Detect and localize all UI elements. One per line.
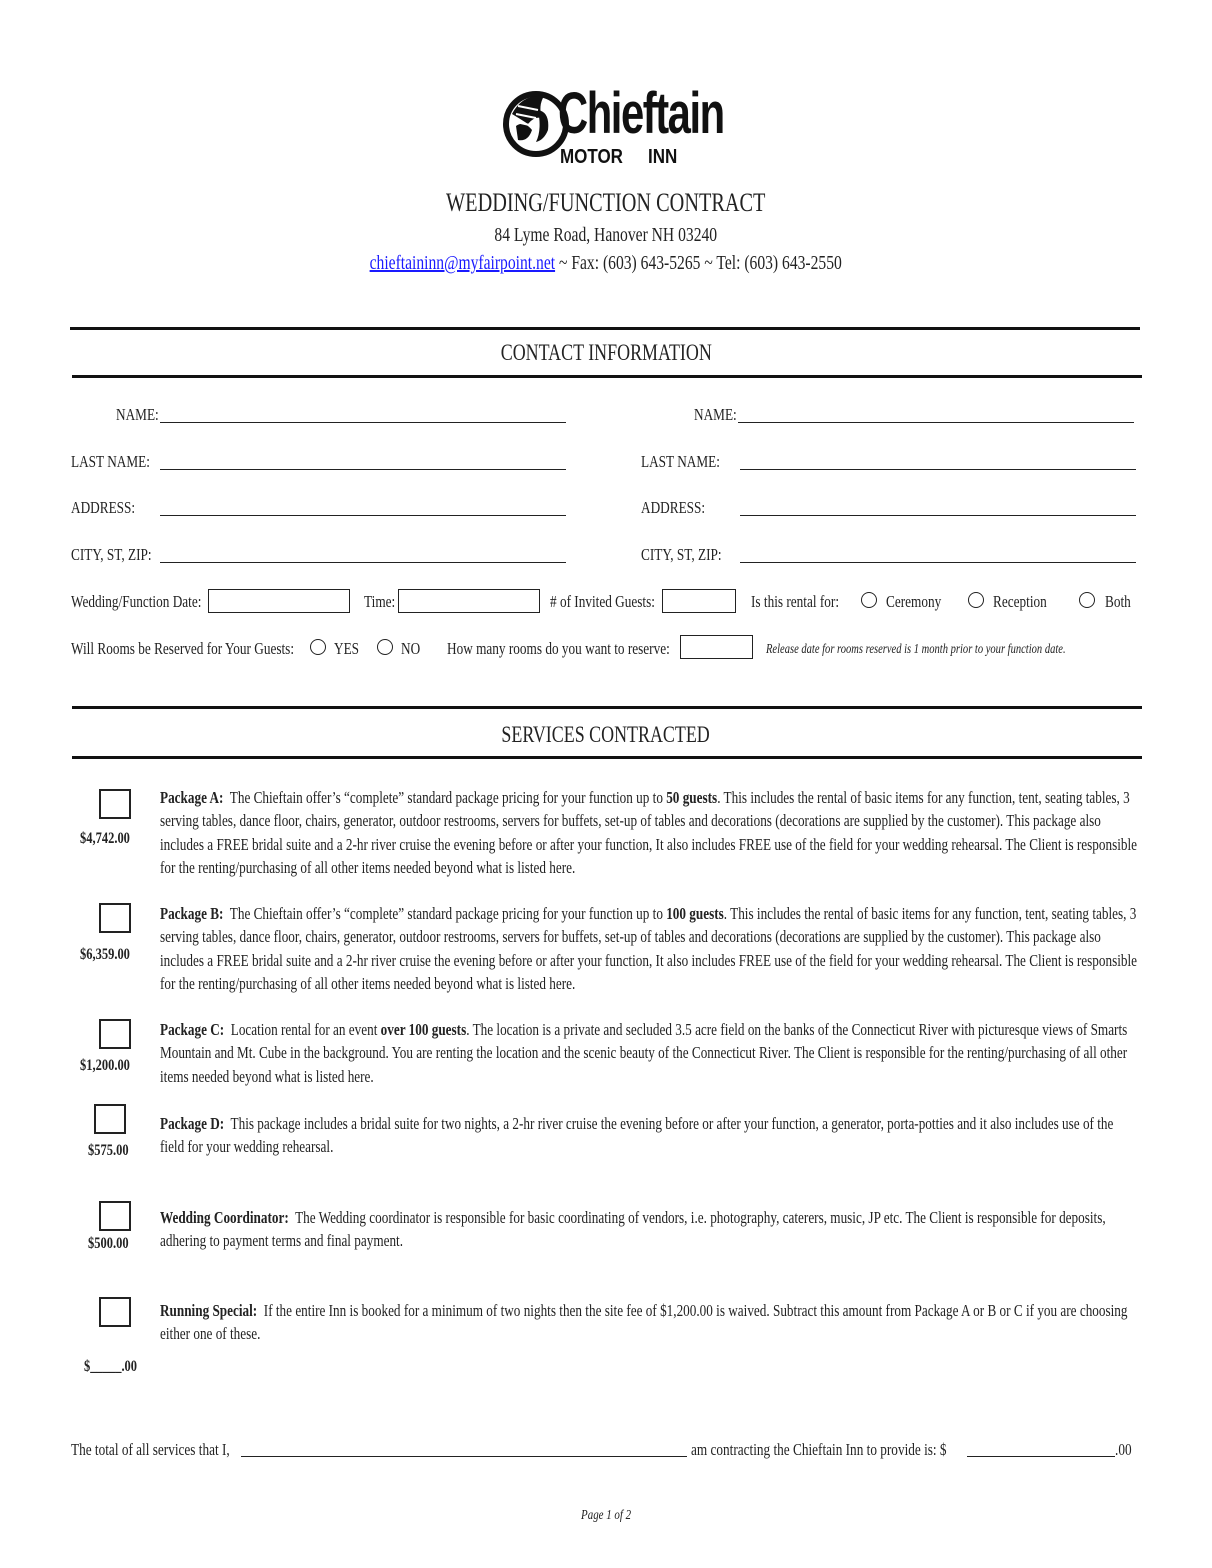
package-a-title: Package A:: [160, 788, 224, 807]
last-name-label-left: LAST NAME:: [71, 452, 150, 471]
total-amount-field[interactable]: [967, 1456, 1115, 1457]
checkbox-package-b[interactable]: [99, 903, 131, 933]
rooms-label: Will Rooms be Reserved for Your Guests:: [71, 639, 295, 658]
email-link[interactable]: chieftaininn@myfairpoint.net: [369, 252, 556, 274]
contact-heading: CONTACT INFORMATION: [500, 340, 712, 365]
logo-inn: INN: [648, 146, 678, 168]
time-input[interactable]: [398, 589, 540, 613]
city-field-right[interactable]: [740, 562, 1136, 563]
package-a-description: Package A: The Chieftain offer’s “complete” standard package pricing for your function up to 50 guests. This includes the rental of basic items for any function, tent, seating tables, 3 serving tables, dance floor, chairs, generator, outdoor restrooms, servers for buffets, set-up of tables and decorations (decorations are supplied by the customer). This package also includes a FREE bridal suite and a 2-hr river cruise the evening before or after your function, It also includes FREE use of the field for your wedding rehearsal. The Client is responsible for the renting/purchasing of all other items needed beyond what is listed here.: [160, 788, 1138, 877]
city-label-right: CITY, ST, ZIP:: [641, 545, 722, 564]
page-title: WEDDING/FUNCTION CONTRACT: [446, 188, 766, 217]
divider-services: [72, 756, 1142, 759]
price-wedding-coordinator: $500.00: [88, 1235, 129, 1252]
fax-tel-line: ~ Fax: (603) 643-5265 ~ Tel: (603) 643-2550: [555, 252, 843, 274]
divider-services-top: [72, 706, 1142, 709]
address-line: 84 Lyme Road, Hanover NH 03240: [494, 224, 718, 246]
package-c-title: Package C:: [160, 1020, 225, 1039]
both-label: Both: [1105, 592, 1131, 611]
city-field-left[interactable]: [160, 562, 566, 563]
ceremony-label: Ceremony: [886, 592, 942, 611]
logo: [498, 80, 730, 180]
logo-word: Chieftain: [558, 81, 724, 146]
time-label: Time:: [364, 592, 396, 611]
checkbox-package-a[interactable]: [99, 789, 131, 819]
price-package-a: $4,742.00: [80, 830, 130, 847]
name-field-left[interactable]: [160, 422, 566, 423]
price-package-b: $6,359.00: [80, 946, 130, 963]
client-name-field[interactable]: [241, 1456, 687, 1457]
city-label-left: CITY, ST, ZIP:: [71, 545, 152, 564]
divider-top: [70, 327, 1140, 330]
reception-label: Reception: [993, 592, 1047, 611]
package-c-description: Package C: Location rental for an event over 100 guests. The location is a private and secluded 3.5 acre field on the banks of the Connecticut River with picturesque views of Smarts Mountain and Mt. Cube in the background. You are renting the location and the scenic beauty of the Connecticut River. The Client is responsible for the renting/purchasing of all other items needed beyond what is listed here.: [160, 1020, 1128, 1086]
total-suffix: .00: [1115, 1440, 1132, 1459]
services-heading: SERVICES CONTRACTED: [501, 722, 711, 747]
address-label-right: ADDRESS:: [641, 498, 706, 517]
no-label: NO: [401, 639, 421, 658]
rooms-count-input[interactable]: [680, 635, 753, 659]
package-d-description: Package D: This package includes a bridal suite for two nights, a 2-hr river cruise the evening before or after your function, a generator, porta-potties and it also includes use of the field for your wedding rehearsal.: [160, 1114, 1114, 1157]
radio-rooms-yes[interactable]: [310, 639, 326, 655]
rental-label: Is this rental for:: [751, 592, 840, 611]
running-special-description: Running Special: If the entire Inn is booked for a minimum of two nights then the site fee of $1,200.00 is waived. Subtract this amount from Package A or B or C if you are choosing either one of these.: [160, 1301, 1128, 1344]
checkbox-wedding-coordinator[interactable]: [99, 1201, 131, 1231]
radio-rooms-no[interactable]: [377, 639, 393, 655]
wedding-coordinator-title: Wedding Coordinator:: [160, 1208, 289, 1227]
last-name-field-left[interactable]: [160, 469, 566, 470]
special-amount-field[interactable]: $_____.00: [84, 1358, 138, 1375]
radio-both[interactable]: [1079, 592, 1095, 608]
price-package-c: $1,200.00: [80, 1057, 130, 1074]
release-note: Release date for rooms reserved is 1 month prior to your function date.: [766, 641, 1066, 656]
last-name-field-right[interactable]: [740, 469, 1136, 470]
guests-input[interactable]: [662, 589, 736, 613]
total-middle: am contracting the Chieftain Inn to provide is: $: [691, 1440, 947, 1459]
radio-ceremony[interactable]: [861, 592, 877, 608]
total-prefix: The total of all services that I,: [71, 1440, 230, 1459]
yes-label: YES: [334, 639, 360, 658]
address-label-left: ADDRESS:: [71, 498, 136, 517]
how-many-rooms-label: How many rooms do you want to reserve:: [447, 639, 670, 658]
date-input[interactable]: [208, 589, 350, 613]
package-b-description: Package B: The Chieftain offer’s “complete” standard package pricing for your function up to 100 guests. This includes the rental of basic items for any function, tent, seating tables, 3 serving tables, dance floor, chairs, generator, outdoor restrooms, servers for buffets, set-up of tables and decorations (decorations are supplied by the customer). This package also includes a FREE bridal suite and a 2-hr river cruise the evening before or after your function, It also includes FREE use of the field for your wedding rehearsal. The Client is responsible for the renting/purchasing of all other items needed beyond what is listed here.: [160, 904, 1138, 993]
wedding-coordinator-description: Wedding Coordinator: The Wedding coordinator is responsible for basic coordinating of vendors, i.e. photography, caterers, music, JP etc. The Client is responsible for deposits, adhering to payment terms and final payment.: [160, 1208, 1106, 1251]
last-name-label-right: LAST NAME:: [641, 452, 720, 471]
package-b-title: Package B:: [160, 904, 224, 923]
checkbox-package-c[interactable]: [99, 1019, 131, 1049]
name-field-right[interactable]: [738, 422, 1134, 423]
checkbox-package-d[interactable]: [94, 1104, 126, 1134]
address-field-right[interactable]: [740, 515, 1136, 516]
name-label-right: NAME:: [694, 405, 737, 424]
price-package-d: $575.00: [88, 1142, 129, 1159]
checkbox-running-special[interactable]: [99, 1297, 131, 1327]
logo-motor: MOTOR: [560, 146, 623, 168]
address-field-left[interactable]: [160, 515, 566, 516]
guests-label: # of Invited Guests:: [550, 592, 655, 611]
radio-reception[interactable]: [968, 592, 984, 608]
divider-contact: [72, 375, 1142, 378]
date-label: Wedding/Function Date:: [71, 592, 202, 611]
package-d-title: Package D:: [160, 1114, 225, 1133]
page-number: Page 1 of 2: [580, 1508, 632, 1523]
name-label-left: NAME:: [116, 405, 159, 424]
running-special-title: Running Special:: [160, 1301, 258, 1320]
